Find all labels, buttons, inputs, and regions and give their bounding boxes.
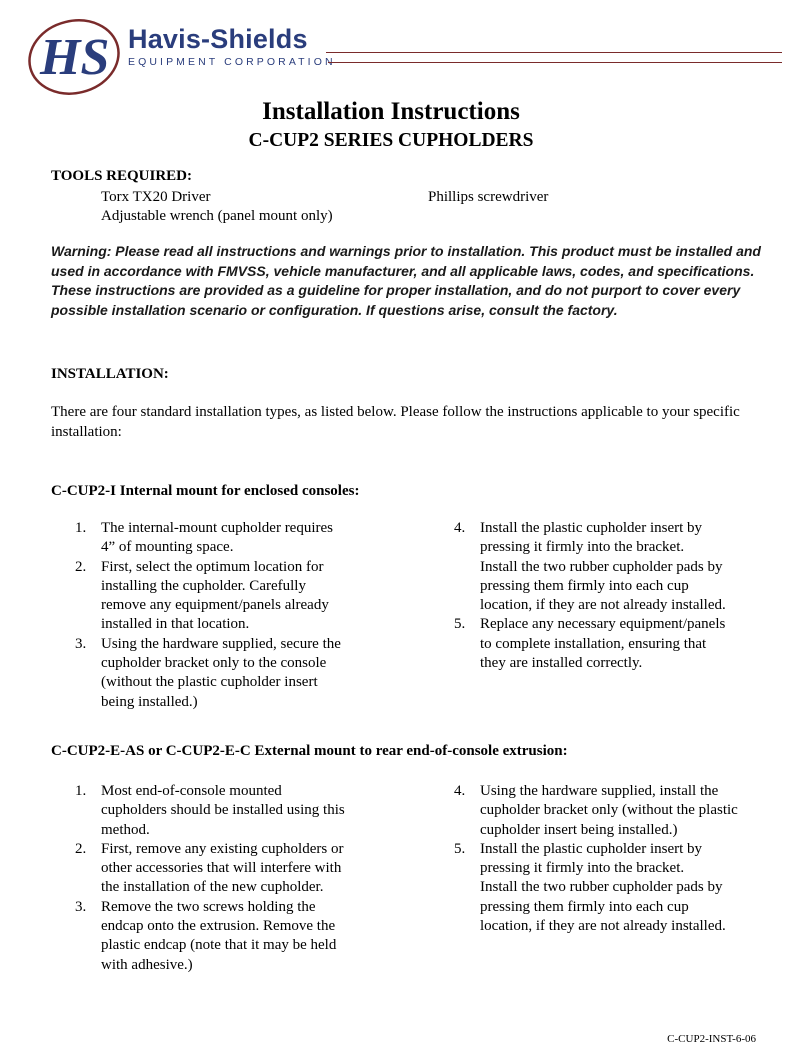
- step-line: cupholder bracket only to the console: [101, 655, 327, 672]
- list-item: [430, 840, 790, 936]
- step-number: 2.: [75, 840, 87, 857]
- steps-list: [430, 782, 790, 936]
- list-item: [51, 782, 411, 840]
- steps-list: [430, 519, 790, 673]
- step-line: plastic endcap (note that it may be held: [101, 937, 337, 954]
- step-line: Remove the two screws holding the: [101, 898, 316, 915]
- step-line: Install the plastic cupholder insert by: [480, 520, 703, 536]
- list-item: [430, 782, 790, 840]
- step-line: Install the two rubber cupholder pads by: [480, 558, 723, 575]
- step-line: First, select the optimum location for: [101, 558, 324, 575]
- step-number: 1.: [75, 783, 87, 799]
- step-line: location, if they are not already installed.: [480, 597, 726, 614]
- step-line: pressing them firmly into each cup: [480, 577, 689, 594]
- step-line: pressing it firmly into the bracket.: [480, 860, 685, 877]
- step-line: pressing it firmly into the bracket.: [480, 539, 685, 556]
- steps-list: [51, 782, 411, 975]
- step-line: Using the hardware supplied, secure the: [101, 635, 341, 652]
- section-heading-external: C-CUP2-E-AS or C-CUP2-E-C External mount to rear end-of-console extrusion:: [51, 743, 568, 759]
- step-number: 3.: [75, 635, 87, 652]
- step-line: (without the plastic cupholder insert: [101, 674, 318, 691]
- brand-subtitle: EQUIPMENT CORPORATION: [128, 56, 336, 68]
- step-line: cupholder bracket only (without the plastic: [480, 802, 738, 819]
- list-item: [51, 519, 411, 558]
- page-subtitle: C-CUP2 SERIES CUPHOLDERS: [248, 130, 534, 151]
- step-line: Install the two rubber cupholder pads by: [480, 879, 723, 896]
- list-item: [51, 635, 411, 712]
- step-number: 3.: [75, 898, 87, 915]
- step-line: they are installed correctly.: [480, 655, 643, 672]
- company-logo: [24, 14, 124, 100]
- step-line: installed in that location.: [101, 616, 250, 633]
- step-line: Install the plastic cupholder insert by: [480, 840, 703, 857]
- step-number: 5.: [454, 840, 466, 857]
- installation-heading: INSTALLATION:: [51, 366, 169, 382]
- page-title: Installation Instructions: [262, 98, 520, 125]
- document-code: C-CUP2-INST-6-06: [667, 1033, 756, 1045]
- list-item: [51, 898, 411, 975]
- step-line: Using the hardware supplied, install the: [480, 783, 719, 799]
- step-line: 4” of mounting space.: [101, 539, 234, 556]
- tool-item: Torx TX20 Driver: [101, 189, 211, 205]
- step-line: Most end-of-console mounted: [101, 783, 282, 799]
- list-item: [430, 519, 790, 615]
- list-item: [51, 558, 411, 635]
- header-rule: [328, 62, 782, 63]
- step-line: the installation of the new cupholder.: [101, 879, 324, 896]
- logo-monogram: HS: [40, 29, 110, 86]
- step-line: to complete installation, ensuring that: [480, 635, 707, 652]
- step-line: method.: [101, 821, 150, 838]
- step-line: installing the cupholder. Carefully: [101, 577, 306, 594]
- step-line: being installed.): [101, 693, 198, 710]
- brand-name: Havis-Shields: [128, 24, 308, 54]
- step-number: 4.: [454, 783, 466, 799]
- step-number: 5.: [454, 616, 466, 633]
- step-line: remove any equipment/panels already: [101, 597, 329, 614]
- step-line: location, if they are not already installed.: [480, 918, 726, 935]
- step-number: 4.: [454, 520, 466, 536]
- step-line: cupholder insert being installed.): [480, 821, 678, 838]
- step-line: Replace any necessary equipment/panels: [480, 616, 726, 633]
- step-line: other accessories that will interfere with: [101, 860, 342, 877]
- header-rule: [326, 52, 782, 53]
- step-line: endcap onto the extrusion. Remove the: [101, 918, 336, 935]
- step-line: The internal-mount cupholder requires: [101, 520, 334, 536]
- list-item: [51, 840, 411, 898]
- tool-item: Adjustable wrench (panel mount only): [101, 208, 333, 224]
- tool-item: Phillips screwdriver: [428, 189, 549, 205]
- step-number: 1.: [75, 520, 87, 536]
- step-line: pressing them firmly into each cup: [480, 898, 689, 915]
- installation-intro: There are four standard installation types, as listed below. Please follow the instructions applicable to your specific installation:: [51, 404, 740, 440]
- list-item: [430, 615, 790, 673]
- step-line: First, remove any existing cupholders or: [101, 840, 344, 857]
- step-line: with adhesive.): [101, 956, 193, 973]
- step-line: cupholders should be installed using this: [101, 802, 345, 819]
- step-number: 2.: [75, 558, 87, 575]
- tools-heading: TOOLS REQUIRED:: [51, 168, 193, 184]
- steps-list: [51, 519, 411, 712]
- warning-text: Warning: Please read all instructions and warnings prior to installation. This product must be installed and used in accordance with FMVSS, vehicle manufacturer, and all applicable laws, codes, and specifications. These instructions are provided as a guideline for proper installation, and do not purport to cover every possible installation scenario or configuration. If questions arise, consult the factory.: [51, 243, 761, 318]
- section-heading-internal: C-CUP2-I Internal mount for enclosed consoles:: [51, 483, 360, 499]
